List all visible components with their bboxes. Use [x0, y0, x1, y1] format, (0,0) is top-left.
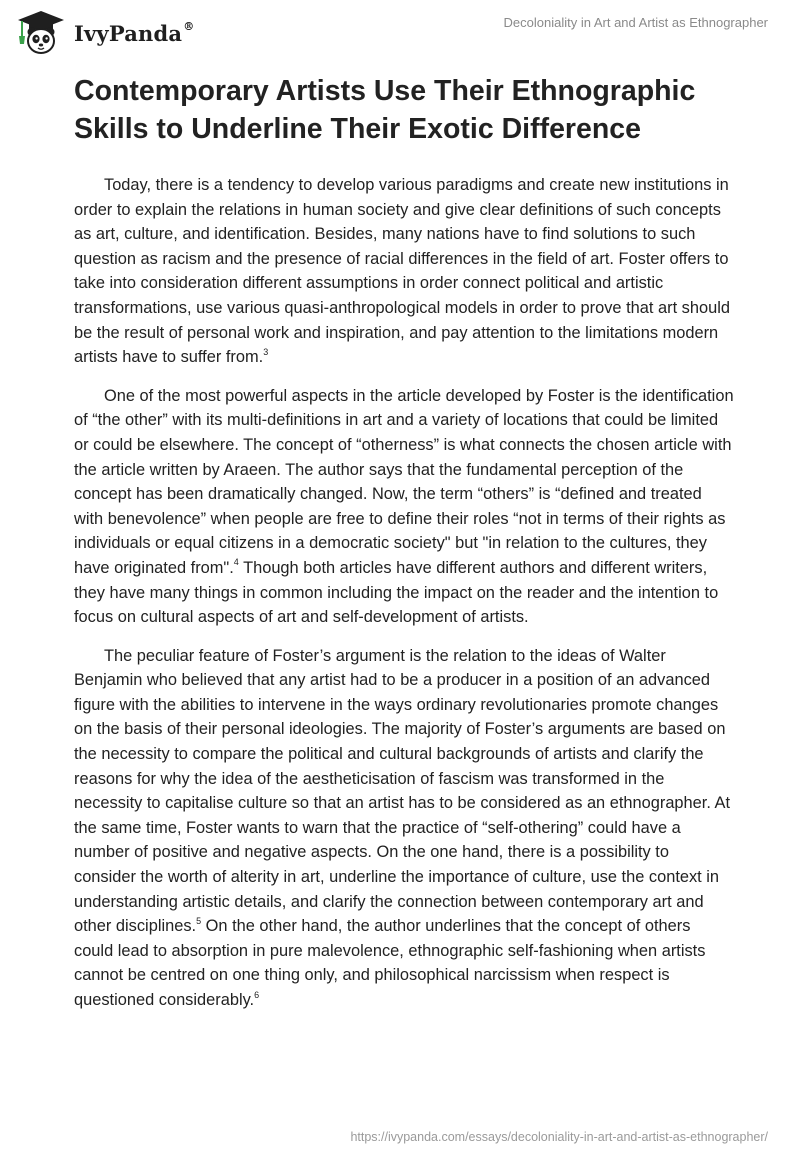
paragraph-text: On the other hand, the author underlines that the concept of others could lead to absorption in pure malevolence, ethnographic self-fashioning when artists cannot be centred on one thing only, and philosophical narcissism when respect is questioned considerably. — [74, 917, 706, 1009]
footnote-reference[interactable]: 3 — [263, 346, 269, 357]
page-header — [0, 0, 800, 60]
paragraph — [74, 644, 734, 1013]
ivypanda-logo[interactable] — [14, 8, 194, 56]
page-heading: Contemporary Artists Use Their Ethnographic Skills to Underline Their Exotic Difference — [74, 75, 696, 145]
essay-body — [74, 173, 734, 1027]
paragraph — [74, 384, 734, 630]
footnote-reference[interactable]: 5 — [196, 915, 202, 926]
document-title: Decoloniality in Art and Artist as Ethnographer — [503, 15, 768, 30]
paragraph-text: The peculiar feature of Foster’s argument is the relation to the ideas of Walter Benjamin who believed that any artist had to be a producer in a position of an advanced figure with the abilities to intervene in the ways ordinary revolutionaries promote changes on the basis of their personal ideologies. The majority of Foster’s arguments are based on the necessity to compare the political and cultural backgrounds of artists and clarify the reasons for why the idea of the aestheticisation of fascism was transformed in the necessity to capitalise culture so that an artist has to be considered as an ethnographer. At the same time, Foster wants to warn that the practice of “self-othering” could have a number of positive and negative aspects. On the one hand, there is a possibility to consider the worth of alterity in art, underline the importance of culture, use the context in understanding artistic details, and clarify the connection between contemporary art and other disciplines. — [74, 646, 731, 936]
brand-name: IvyPanda® — [74, 19, 195, 46]
paragraph — [74, 173, 734, 370]
paragraph-text: Though both articles have different authors and different writers, they have many things in common including the impact on the reader and the intention to focus on cultural aspects of art and self-development of artists. — [74, 558, 719, 627]
source-url[interactable]: https://ivypanda.com/essays/decoloniality-in-art-and-artist-as-ethnographer/ — [350, 1130, 768, 1144]
footnote-reference[interactable]: 4 — [233, 557, 239, 568]
registered-mark: ® — [183, 19, 195, 33]
footnote-reference[interactable]: 6 — [254, 989, 260, 1000]
panda-graduation-cap-icon — [14, 8, 68, 56]
paragraph-text: Today, there is a tendency to develop various paradigms and create new institutions in order to explain the relations in human society and give clear definitions of such concepts as art, culture, and identification. Besides, many nations have to find solutions to such question as racism and the presence of racial differences in the field of art. Foster offers to take into consideration different assumptions in order connect political and artistic transformations, use various quasi-anthropological models in order to prove that art should be the result of personal work and inspiration, and pay attention to the limitations modern artists have to suffer from. — [74, 176, 730, 367]
paragraph-text: One of the most powerful aspects in the article developed by Foster is the identification of “the other” with its multi-definitions in art and a variety of locations that could be limited or could be elsewhere. The concept of “otherness” is what connects the chosen article with the article written by Araeen. The author says that the fundamental perception of the concept has been dramatically changed. Now, the term “others” is “defined and treated with benevolence” when people are free to define their roles “not in terms of their rights as individuals or equal citizens in a democratic society" but "in relation to the cultures, they have originated from". — [74, 386, 734, 577]
